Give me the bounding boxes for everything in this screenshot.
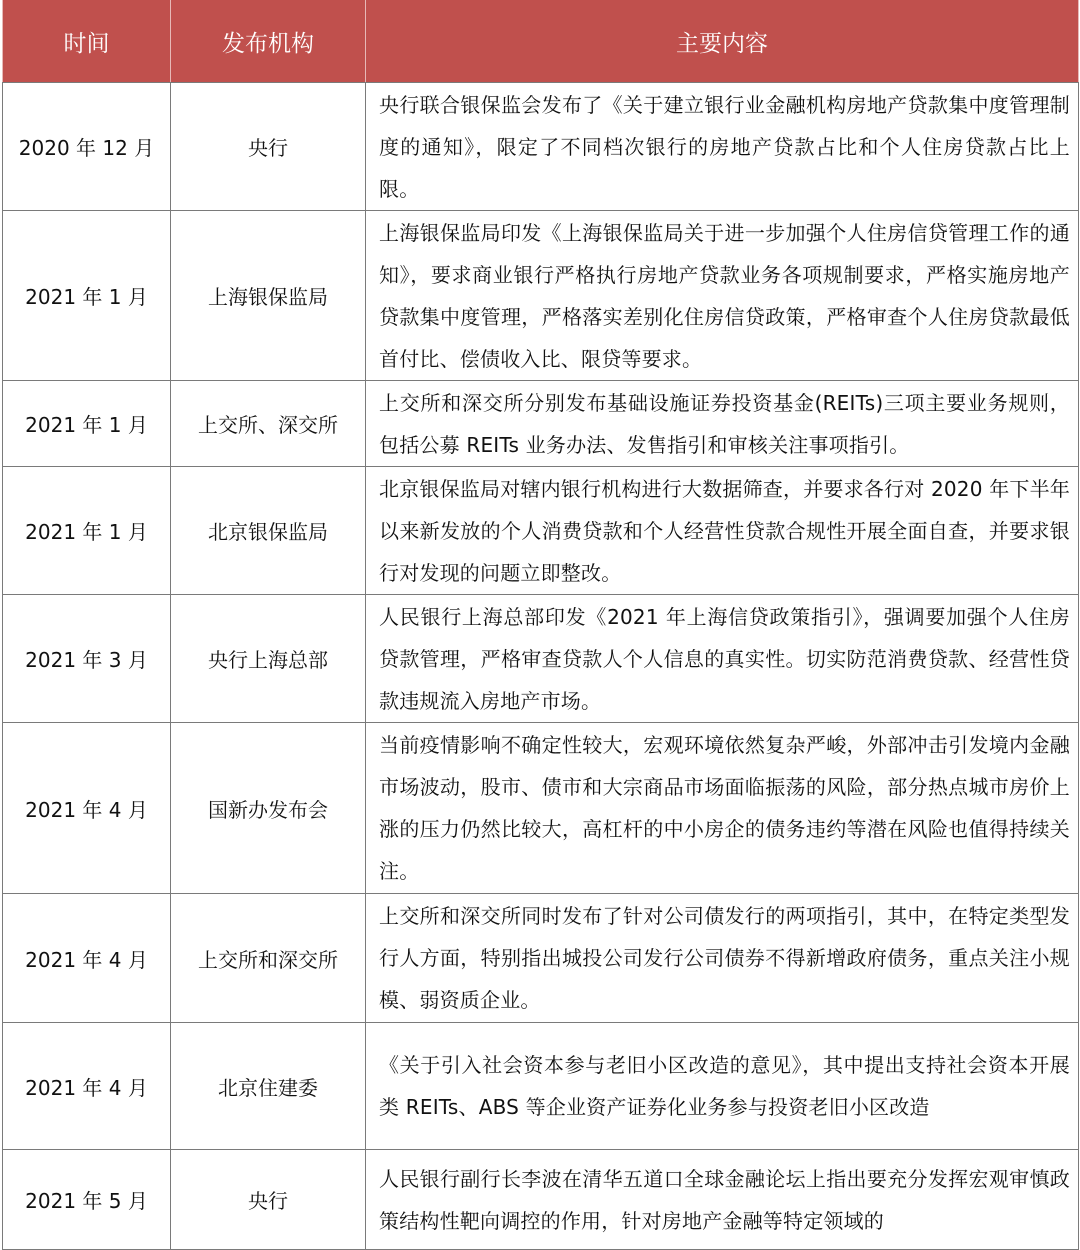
cell-content: 《关于引入社会资本参与老旧小区改造的意见》，其中提出支持社会资本开展类 REITs、ABS 等企业资产证券化业务参与投资老旧小区改造 [366, 1023, 1079, 1150]
cell-content: 人民银行上海总部印发《2021 年上海信贷政策指引》，强调要加强个人住房贷款管理，严格审查贷款人个人信息的真实性。切实防范消费贷款、经营性贷款违规流入房地产市场。 [366, 595, 1079, 723]
policy-table [2, 0, 1079, 1250]
cell-time: 2021 年 1 月 [3, 211, 171, 381]
cell-content: 上海银保监局印发《上海银保监局关于进一步加强个人住房信贷管理工作的通知》，要求商业银行严格执行房地产贷款业务各项规制要求，严格实施房地产贷款集中度管理，严格落实差别化住房信贷政策，严格审查个人住房贷款最低首付比、偿债收入比、限贷等要求。 [366, 211, 1079, 381]
cell-org: 央行 [171, 83, 366, 211]
cell-time: 2021 年 5 月 [3, 1150, 171, 1250]
table-row [3, 1023, 1079, 1150]
cell-time: 2020 年 12 月 [3, 83, 171, 211]
cell-content: 央行联合银保监会发布了《关于建立银行业金融机构房地产贷款集中度管理制度的通知》，限定了不同档次银行的房地产贷款占比和个人住房贷款占比上限。 [366, 83, 1079, 211]
header-content: 主要内容 [366, 0, 1079, 83]
cell-content: 北京银保监局对辖内银行机构进行大数据筛查，并要求各行对 2020 年下半年以来新发放的个人消费贷款和个人经营性贷款合规性开展全面自查，并要求银行对发现的问题立即整改。 [366, 467, 1079, 595]
header-org: 发布机构 [171, 0, 366, 83]
cell-org: 上海银保监局 [171, 211, 366, 381]
header-row [3, 0, 1079, 83]
cell-time: 2021 年 4 月 [3, 723, 171, 894]
table-row [3, 467, 1079, 595]
header-time: 时间 [3, 0, 171, 83]
cell-time: 2021 年 4 月 [3, 894, 171, 1023]
table-header [3, 0, 1079, 83]
cell-org: 上交所和深交所 [171, 894, 366, 1023]
cell-org: 国新办发布会 [171, 723, 366, 894]
cell-time: 2021 年 4 月 [3, 1023, 171, 1150]
cell-time: 2021 年 1 月 [3, 467, 171, 595]
cell-org: 央行上海总部 [171, 595, 366, 723]
table-row [3, 83, 1079, 211]
cell-org: 央行 [171, 1150, 366, 1250]
cell-org: 北京银保监局 [171, 467, 366, 595]
cell-content: 上交所和深交所同时发布了针对公司债发行的两项指引，其中，在特定类型发行人方面，特别指出城投公司发行公司债券不得新增政府债务，重点关注小规模、弱资质企业。 [366, 894, 1079, 1023]
cell-org: 北京住建委 [171, 1023, 366, 1150]
table-row [3, 1150, 1079, 1250]
cell-content: 当前疫情影响不确定性较大，宏观环境依然复杂严峻，外部冲击引发境内金融市场波动，股市、债市和大宗商品市场面临振荡的风险，部分热点城市房价上涨的压力仍然比较大，高杠杆的中小房企的债务违约等潜在风险也值得持续关注。 [366, 723, 1079, 894]
table-row [3, 723, 1079, 894]
table-body [3, 83, 1079, 1250]
cell-content: 上交所和深交所分别发布基础设施证券投资基金(REITs)三项主要业务规则，包括公募 REITs 业务办法、发售指引和审核关注事项指引。 [366, 381, 1079, 467]
table-row [3, 894, 1079, 1023]
table-row [3, 381, 1079, 467]
table-row [3, 211, 1079, 381]
cell-time: 2021 年 3 月 [3, 595, 171, 723]
cell-org: 上交所、深交所 [171, 381, 366, 467]
cell-time: 2021 年 1 月 [3, 381, 171, 467]
table-row [3, 595, 1079, 723]
cell-content: 人民银行副行长李波在清华五道口全球金融论坛上指出要充分发挥宏观审慎政策结构性靶向调控的作用，针对房地产金融等特定领域的 [366, 1150, 1079, 1250]
